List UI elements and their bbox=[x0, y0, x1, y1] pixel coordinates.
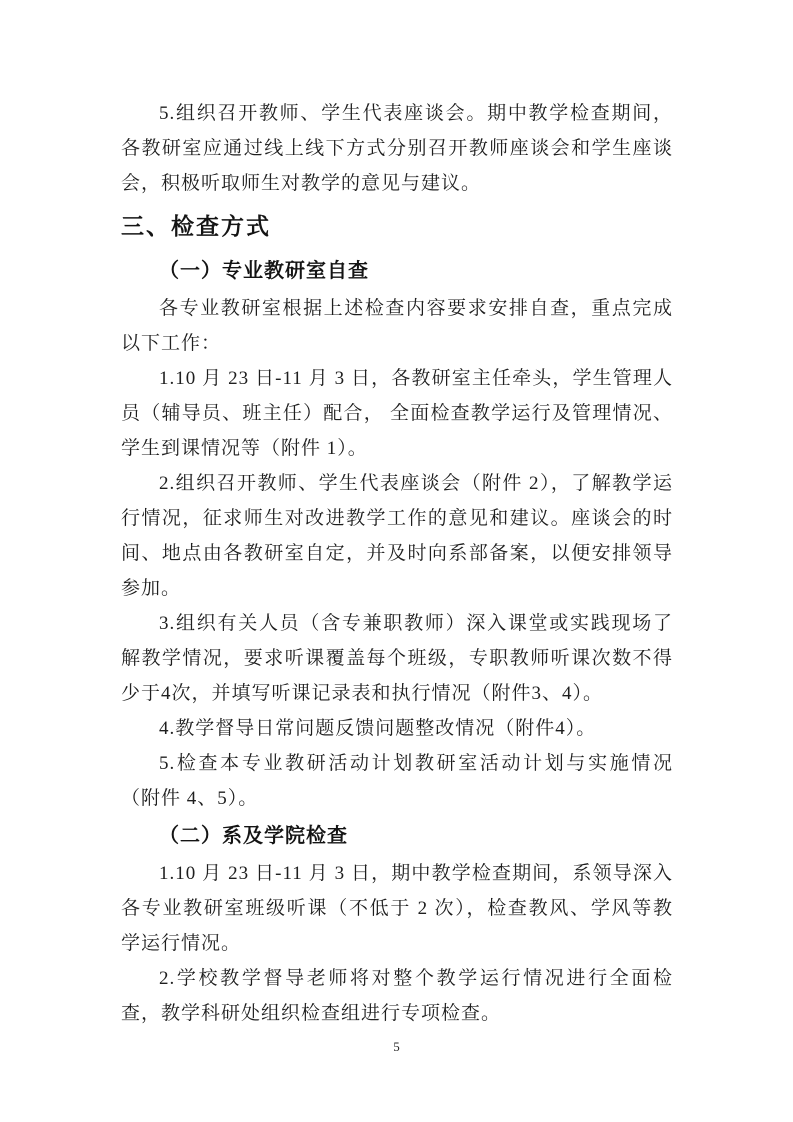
paragraph-self-check-item1: 1.10 月 23 日-11 月 3 日，各教研室主任牵头，学生管理人员（辅导员、班主任）配合， 全面检查教学运行及管理情况、学生到课情况等（附件 1）。 bbox=[121, 368, 673, 459]
paragraph-self-check-item5: 5.检查本专业教研活动计划教研室活动计划与实施情况（附件 4、5）。 bbox=[121, 753, 673, 809]
paragraph-item5-prev-section: 5.组织召开教师、学生代表座谈会。期中教学检查期间，各教研室应通过线上线下方式分别召开教师座谈会和学生座谈会，积极听取师生对教学的意见与建议。 bbox=[121, 103, 673, 194]
paragraph-department-check-item1: 1.10 月 23 日-11 月 3 日，期中教学检查期间，系领导深入各专业教研室班级听课（不低于 2 次），检查教风、学风等教学运行情况。 bbox=[121, 863, 673, 954]
paragraph-self-check-item3: 3.组织有关人员（含专兼职教师）深入课堂或实践现场了解教学情况，要求听课覆盖每个班级，专职教师听课次数不得少于4次，并填写听课记录表和执行情况（附件3、4）。 bbox=[121, 613, 673, 704]
section-heading-inspection-method: 三、检查方式 bbox=[121, 213, 271, 239]
document-content bbox=[121, 96, 673, 1031]
subsection-heading-department-check: （二）系及学院检查 bbox=[159, 825, 348, 847]
paragraph-department-check-item2: 2.学校教学督导老师将对整个教学运行情况进行全面检查，教学科研处组织检查组进行专项检查。 bbox=[121, 968, 673, 1024]
subsection-heading-self-check: （一）专业教研室自查 bbox=[159, 260, 369, 282]
paragraph-self-check-intro: 各专业教研室根据上述检查内容要求安排自查，重点完成以下工作： bbox=[121, 298, 673, 354]
paragraph-self-check-item2: 2.组织召开教师、学生代表座谈会（附件 2），了解教学运行情况，征求师生对改进教学工作的意见和建议。座谈会的时间、地点由各教研室自定，并及时向系部备案，以便安排领导参加。 bbox=[121, 473, 673, 599]
paragraph-self-check-item4: 4.教学督导日常问题反馈问题整改情况（附件4）。 bbox=[159, 718, 597, 739]
page-number: 5 bbox=[393, 1039, 400, 1054]
